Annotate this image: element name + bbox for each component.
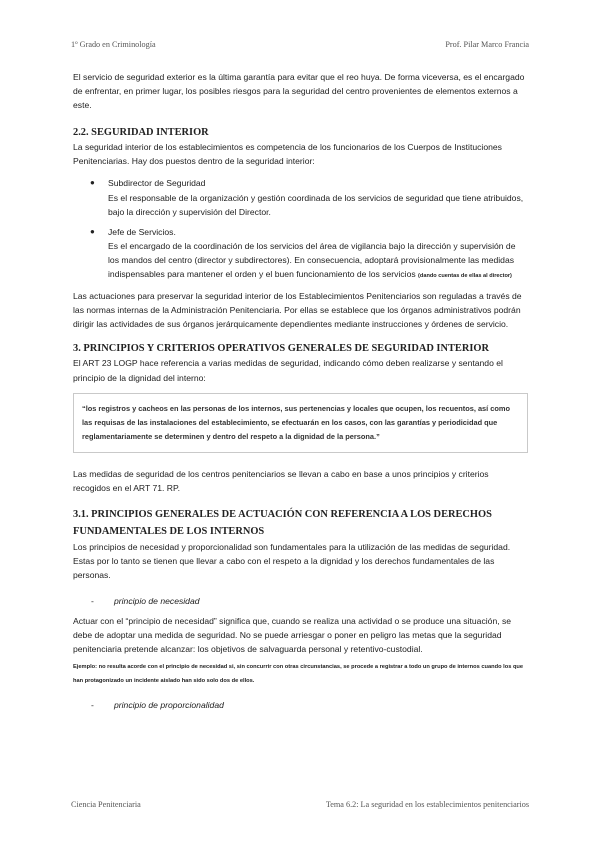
list-item — [73, 176, 528, 218]
necessity-example: Ejemplo: no resulta acorde con el principio de necesidad si, sin concurrir con otras circunstancias, se procede a registrar a todo un grupo de internos cuando los que han protagonizado un incidente aislado han sido solo dos de ellos. — [73, 664, 524, 685]
intro-paragraph: El servicio de seguridad exterior es la última garantía para evitar que el reo huya. De forma viceversa, es el encargado de enfrentar, en primer lugar, los posibles riesgos para la seguridad del centro provenientes de elementos externos a este. — [73, 72, 525, 111]
list-item-note: (dando cuentas de ellas al director) — [418, 273, 512, 280]
principle-proportionality-label: principio de proporcionalidad — [114, 700, 224, 711]
law-quote-box: “los registros y cacheos en las personas de los internos, sus pertenencias y locales que ocupen, los recuentos, así como las requisas de las instalaciones del establecimiento, se efectuarán en los casos, con las garantías y periodicidad que reglamentariamente se determinen y dentro del respeto a la dignidad de la persona.” — [73, 393, 528, 453]
principle-necessity-item — [73, 594, 528, 608]
section-3-closing: Las medidas de seguridad de los centros penitenciarios se llevan a cabo en base a unos principios y criterios recogidos en el ART 71. RP. — [73, 468, 489, 493]
list-item — [73, 225, 528, 283]
section-3-1-title: 3.1. PRINCIPIOS GENERALES DE ACTUACIÓN CON REFERENCIA A LOS DERECHOS FUNDAMENTALES DE LOS INTERNOS — [73, 508, 492, 537]
section-3-intro: El ART 23 LOGP hace referencia a varias medidas de seguridad, indicando cómo deben realizarse y sentando el principio de la dignidad del interno: — [73, 358, 503, 383]
document-body — [73, 70, 528, 719]
section-3-1-intro: Los principios de necesidad y proporcionalidad son fundamentales para la utilización de las medidas de seguridad. Estas por lo tanto se tienen que llevar a cabo con el respeto a la dignidad y los derechos fundamentales de las personas. — [73, 541, 511, 580]
security-roles-list — [73, 176, 528, 283]
principle-necessity-label: principio de necesidad — [114, 596, 200, 607]
bullet-icon: ● — [90, 226, 95, 236]
dash-icon: - — [91, 596, 94, 607]
section-2-2-title: 2.2. SEGURIDAD INTERIOR — [73, 127, 209, 139]
list-item-title: Subdirector de Seguridad — [108, 178, 206, 189]
principle-necessity-text: Actuar con el “principio de necesidad” significa que, cuando se realiza una actividad o se produce una situación, se debe de adoptar una medida de seguridad. No se puede arriesgar o poner en peligro las metas que la seguridad penitenciaria pretende alcanzar: los objetivos de salvaguarda personal y retentivo-custodial. — [73, 616, 512, 655]
footer-subject: Ciencia Penitenciaria — [71, 800, 141, 809]
section-2-2-closing: Las actuaciones para preservar la seguridad interior de los Establecimientos Penitenciarios son reguladas a través de las normas internas de la Administración Penitenciaria. Por ellas se establece que los órganos administrativos podrán dirigir las actividades de sus órganos jerárquicamente dependientes mediante instrucciones y órdenes de servicio. — [73, 291, 522, 330]
list-item-title: Jefe de Servicios. — [108, 226, 176, 237]
page-footer — [71, 800, 529, 809]
page-header — [71, 40, 529, 49]
section-2-2-intro: La seguridad interior de los establecimientos es competencia de los funcionarios de los Cuerpos de Instituciones Penitenciarias. Hay dos puestos dentro de la seguridad interior: — [73, 142, 502, 167]
header-course: 1º Grado en Criminología — [71, 40, 156, 49]
header-professor: Prof. Pilar Marco Francia — [445, 40, 529, 49]
list-item-text: Es el encargado de la coordinación de los servicios del área de vigilancia bajo la dirección y supervisión de los mandos del centro (director y subdirectores). En consecuencia, adoptará provisionalmente las medidas indispensables para mantener el orden y el buen funcionamiento de los servicios — [108, 240, 516, 280]
section-3-title: 3. PRINCIPIOS Y CRITERIOS OPERATIVOS GENERALES DE SEGURIDAD INTERIOR — [73, 343, 489, 355]
bullet-icon: ● — [90, 178, 95, 188]
dash-icon: - — [91, 700, 94, 711]
list-item-text: Es el responsable de la organización y gestión coordinada de los servicios de seguridad que tiene atribuidos, bajo la dirección y supervisión del Director. — [108, 192, 524, 217]
footer-topic: Tema 6.2: La seguridad en los establecimientos penitenciarios — [325, 800, 529, 809]
principle-proportionality-item — [73, 698, 528, 712]
